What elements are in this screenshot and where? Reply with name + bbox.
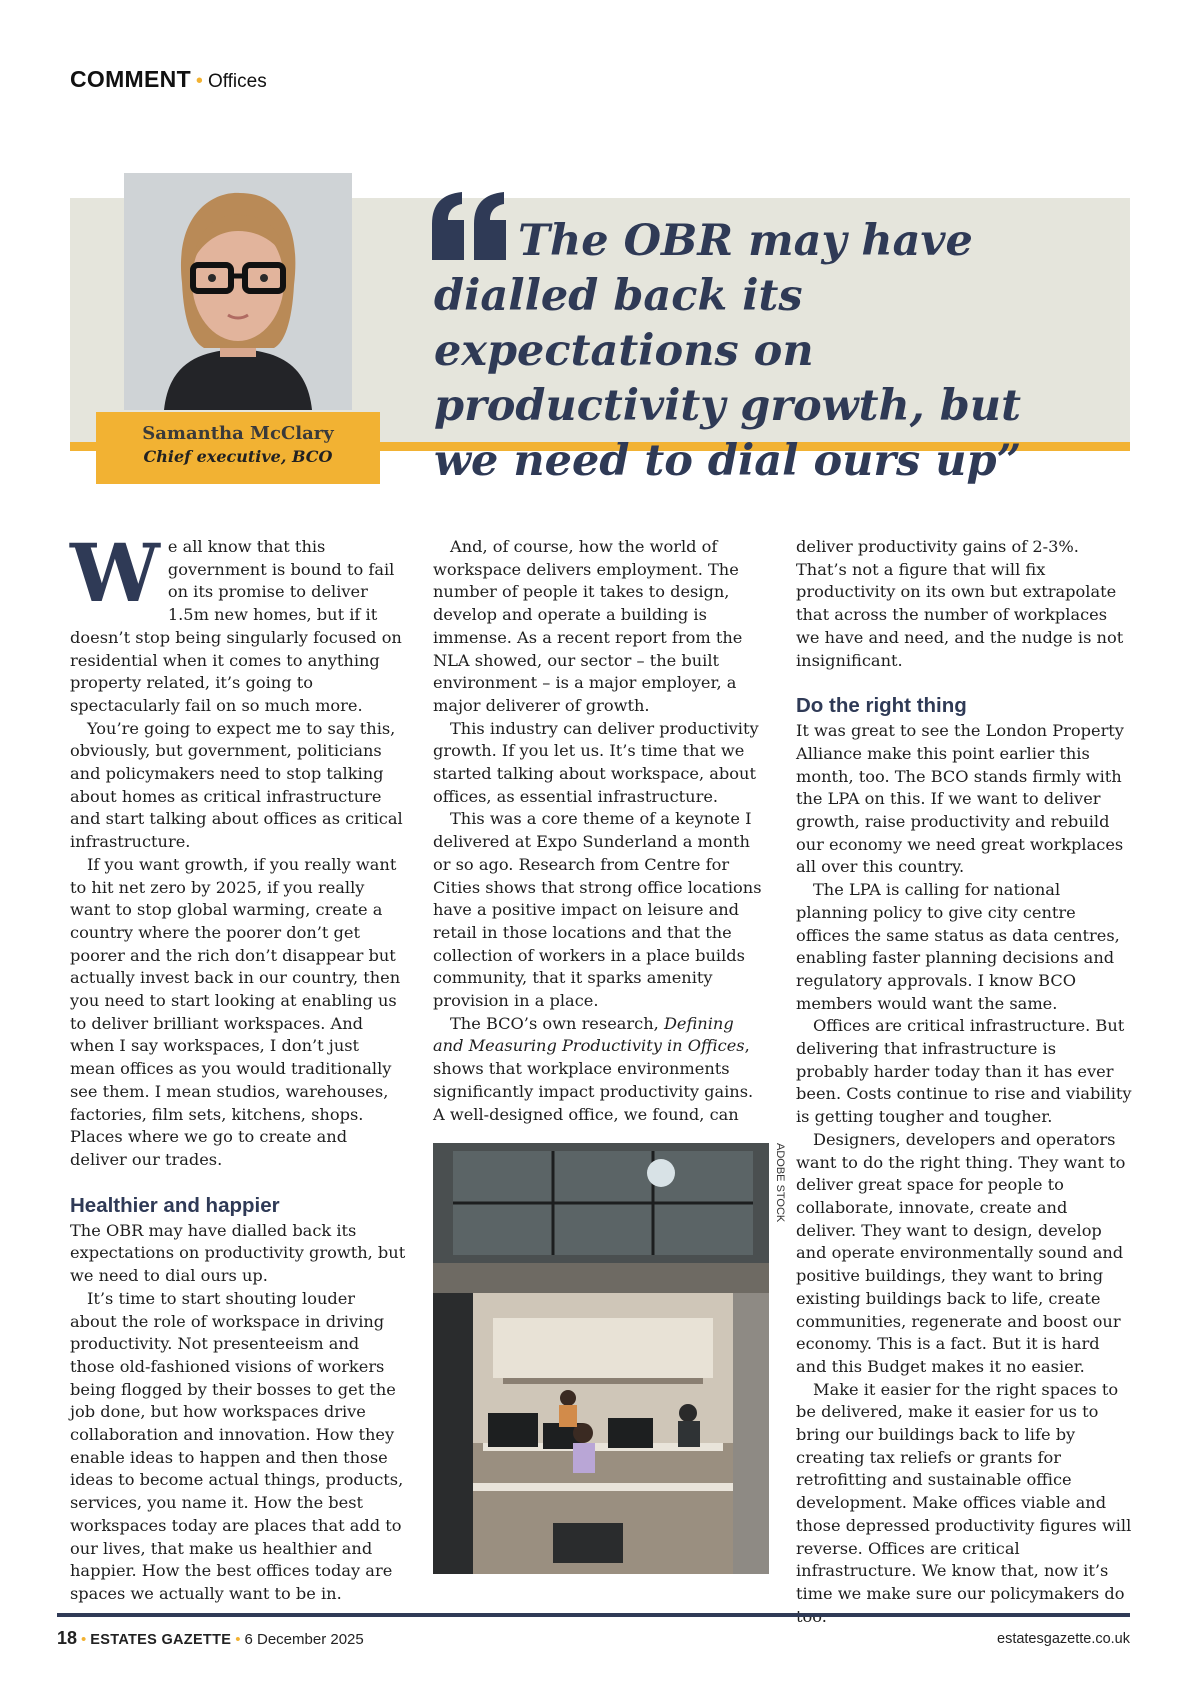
article-paragraph: If you want growth, if you really want to hit net zero by 2025, if you really want to stop global warming, create a country where the poorer don’t get poorer and the rich don’t disappear but actually invest back in our country, then you need to start looking at enabling us to deliver brilliant workspaces. And when I say workspaces, I don’t just mean offices as you would traditionally see them. I mean studios, warehouses, factories, film sets, kitchens, shops. Places where we go to create and deliver our trades.	[70, 854, 401, 1169]
subheading-healthier: Healthier and happier	[70, 1193, 280, 1217]
paragraph-text: e all know that this government is bound to fail on its promise to deliver 1.5m new homes, but if it doesn’t stop being singularly focused on residential when it comes to anything property related, it’s going to spectacularly fail on so much more.	[70, 537, 402, 715]
office-photo	[433, 1143, 769, 1574]
article-paragraph: This industry can deliver productivity growth. If you let us. It’s time that we started talking about workspace, about offices, as essential infrastructure.	[433, 718, 759, 806]
article-paragraph	[433, 1013, 769, 1127]
section-header	[70, 66, 267, 93]
issue-date: 6 December 2025	[244, 1631, 364, 1648]
article-paragraph: The LPA is calling for national planning policy to give city centre offices the same status as data centres, enabling faster planning decisions and regulatory approvals. I know BCO members would want the same.	[796, 880, 1120, 1013]
subheading-right-thing: Do the right thing	[796, 694, 967, 718]
footer-rule	[57, 1613, 1130, 1617]
article-paragraph: Make it easier for the right spaces to be delivered, make it easier for us to bring our buildings back to life by creating tax reliefs or grants for retrofitting and sustainable office development. Make offices viable and those depressed productivity figures will reverse. Offices are critical infrastructure. We know that, now it’s time we make sure our policymakers do	[796, 1379, 1132, 1603]
author-caption	[96, 412, 380, 484]
article-paragraph: And, of course, how the world of workspace delivers employment. The number of people it takes to design, develop and operate a building is immense. As a recent report from the NLA showed, our sector – the built environment – is a major employer, a major deliverer of growth.	[433, 537, 743, 715]
article-paragraph: It’s time to start shouting louder about the role of workspace in driving productivity. Not presenteeism and those old-fashioned visions of workers being flogged by their bosses to get the job done, but how workspaces drive collaboration and innovation. How they enable ideas to happen and then those ideas to become actual things, products, services, you name it. How the best workspaces today are places that add to our lives, that make us healthier and happier. How the best offices today are spaces we actually want to be in.	[70, 1288, 404, 1603]
article-paragraph: Designers, developers and operators want to do the right thing. They want to deliver great space for people to collaborate, innovate, create and deliver. They want to design, develop and operate environmentally sound and positive buildings, they want to bring existing buildings back to life, create communities, regenerate and boost our economy. This is a fact. But it is hard and this Budget makes it no easier.	[796, 1129, 1126, 1376]
article-paragraph: You’re going to expect me to say this, obviously, but government, politicians and policymakers need to stop talking about homes as critical infrastructure and start talking about offices as critical infrastructure.	[70, 718, 403, 852]
paragraph-text: The BCO’s own research,	[450, 1013, 664, 1033]
paragraph-text: , shows that workplace environments significantly impact productivity gains. A well-designed office, we found, can	[433, 1036, 754, 1124]
drop-cap: W	[70, 526, 160, 620]
author-name: Samantha McClary	[142, 423, 334, 444]
section-kicker: COMMENT	[70, 66, 191, 92]
article-column-3	[796, 536, 1132, 1628]
article-paragraph: This was a core theme of a keynote I delivered at Expo Sunderland a month or so ago. Research from Centre for Cities shows that strong office locations have a positive impact on leisure and retail in those locations and that the collection of workers in a place builds community, that it sparks amenity provision in a place.	[433, 809, 762, 1011]
article-paragraph	[70, 526, 406, 718]
article-paragraph: deliver productivity gains of 2-3%. That’s not a figure that will fix productivity on its own but extrapolate that across the number of workplaces we have and need, and the nudge is not insignificant.	[796, 537, 1124, 670]
author-portrait	[124, 173, 352, 410]
pull-quote: The OBR may have dialled back its expectations on productivity growth, but we need to dial ours up”	[434, 216, 1022, 486]
photo-credit: ADOBE STOCK	[774, 1143, 786, 1223]
article-column-2	[433, 536, 769, 1126]
separator-dot: •	[235, 1631, 241, 1648]
publication-name: ESTATES GAZETTE	[90, 1632, 232, 1648]
page-number: 18	[57, 1628, 78, 1648]
portrait-illustration	[124, 173, 352, 410]
article-paragraph: The OBR may have dialled back its expectations on productivity growth, but we need to dial ours up.	[70, 1220, 406, 1286]
section-subtitle: Offices	[207, 71, 267, 92]
office-interior-illustration	[433, 1143, 769, 1574]
separator-dot: •	[81, 1631, 87, 1648]
article-paragraph: It was great to see the London Property Alliance make this point earlier this month, too. The BCO stands firmly with the LPA on this. If we want to deliver growth, raise productivity and rebuild our economy we need great workplaces all over this country.	[796, 721, 1124, 877]
separator-dot: •	[195, 70, 203, 92]
website-link[interactable]: estatesgazette.co.uk	[997, 1631, 1130, 1647]
footer-left	[57, 1628, 364, 1649]
article-paragraph: Offices are critical infrastructure. But delivering that infrastructure is probably harder today than it has ever been. Costs continue to rise and viability is getting tougher and tougher.	[796, 1016, 1132, 1127]
article-column-1	[70, 526, 406, 1606]
report-title: Defining and Measuring Productivity in Offices	[433, 1013, 745, 1056]
author-role: Chief executive, BCO	[143, 447, 333, 466]
